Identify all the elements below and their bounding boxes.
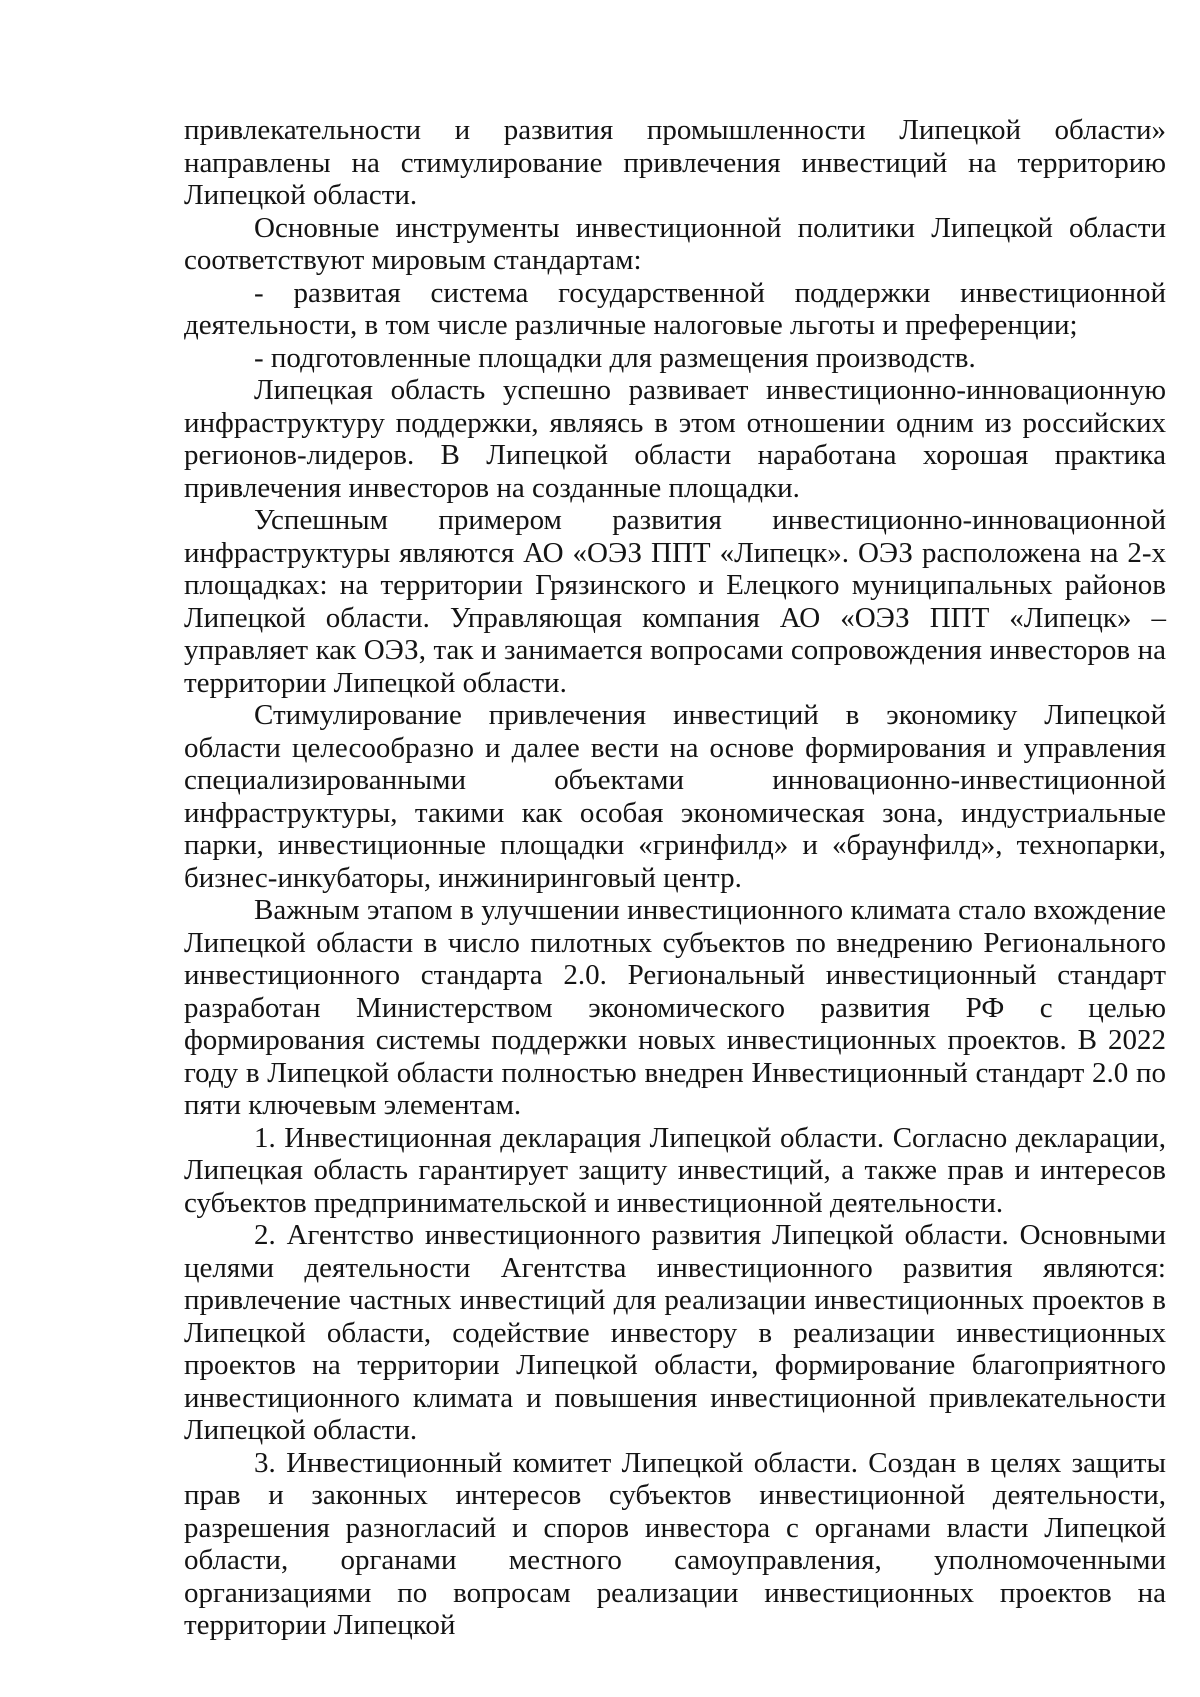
paragraph-item-committee: 3. Инвестиционный комитет Липецкой области. Создан в целях защиты прав и законных интересов субъектов инвестиционной деятельности, разрешения разногласий и споров инвестора с органами власти Липецкой области, органами местного самоуправления, уполномоченными организациями по вопросам реализации инвестиционных проектов на территории Липецкой <box>184 1446 1166 1641</box>
paragraph-continuation: привлекательности и развития промышленности Липецкой области» направлены на стимулирование привлечения инвестиций на территорию Липецкой области. <box>184 114 1166 211</box>
document-page <box>184 114 1166 1642</box>
paragraph-stimulation: Стимулирование привлечения инвестиций в экономику Липецкой области целесообразно и далее вести на основе формирования и управления специализированными объектами инновационно-инвестиционной инфраструктуры, такими как особая экономическая зона, индустриальные парки, инвестиционные площадки «гринфилд» и «браунфилд», технопарки, бизнес-инкубаторы, инжиниринговый центр. <box>184 699 1166 894</box>
paragraph-investment-standard: Важным этапом в улучшении инвестиционного климата стало вхождение Липецкой области в число пилотных субъектов по внедрению Регионального инвестиционного стандарта 2.0. Региональный инвестиционный стандарт разработан Министерством экономического развития РФ с целью формирования системы поддержки новых инвестиционных проектов. В 2022 году в Липецкой области полностью внедрен Инвестиционный стандарт 2.0 по пяти ключевым элементам. <box>184 894 1166 1121</box>
paragraph-instruments-intro: Основные инструменты инвестиционной политики Липецкой области соответствуют мировым стандартам: <box>184 211 1166 276</box>
paragraph-item-declaration: 1. Инвестиционная декларация Липецкой области. Согласно декларации, Липецкая область гарантирует защиту инвестиций, а также прав и интересов субъектов предпринимательской и инвестиционной деятельности. <box>184 1121 1166 1219</box>
list-item-state-support: - развитая система государственной поддержки инвестиционной деятельности, в том числе различные налоговые льготы и преференции; <box>184 276 1166 341</box>
paragraph-special-economic-zone: Успешным примером развития инвестиционно-инновационной инфраструктуры являются АО «ОЭЗ ППТ «Липецк». ОЭЗ расположена на 2-х площадках: на территории Грязинского и Елецкого муниципальных районов Липецкой области. Управляющая компания АО «ОЭЗ ППТ «Липецк» – управляет как ОЭЗ, так и занимается вопросами сопровождения инвесторов на территории Липецкой области. <box>184 504 1166 699</box>
paragraph-infrastructure: Липецкая область успешно развивает инвестиционно-инновационную инфраструктуру поддержки, являясь в этом отношении одним из российских регионов-лидеров. В Липецкой области наработана хорошая практика привлечения инвесторов на созданные площадки. <box>184 374 1166 504</box>
paragraph-item-agency: 2. Агентство инвестиционного развития Липецкой области. Основными целями деятельности Агентства инвестиционного развития являются: привлечение частных инвестиций для реализации инвестиционных проектов в Липецкой области, содействие инвестору в реализации инвестиционных проектов на территории Липецкой области, формирование благоприятного инвестиционного климата и повышения инвестиционной привлекательности Липецкой области. <box>184 1219 1166 1446</box>
list-item-prepared-sites: - подготовленные площадки для размещения производств. <box>254 341 976 374</box>
